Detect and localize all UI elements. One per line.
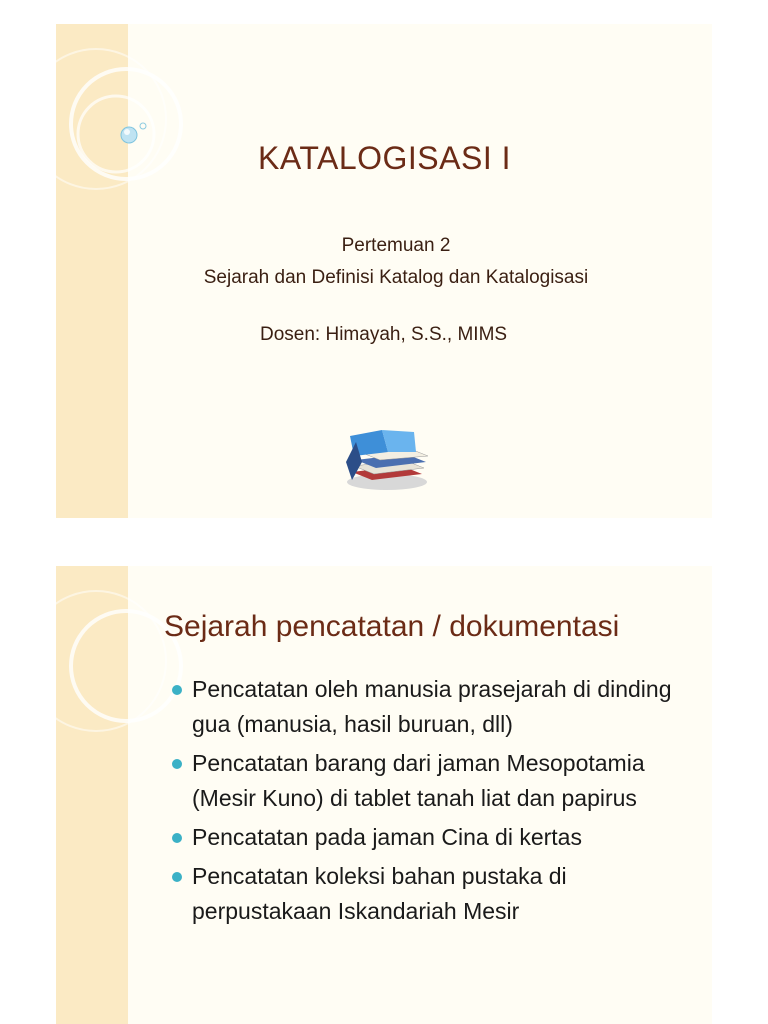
subtitle-block [116, 230, 676, 294]
list-item [170, 672, 700, 742]
meeting-label: Pertemuan 2 [341, 235, 451, 256]
list-item [170, 746, 700, 816]
topic-label: Sejarah dan Definisi Katalog dan Katalogisasi [203, 267, 589, 288]
slide-title: KATALOGISASI I [258, 140, 511, 176]
bubble-decoration-icon [116, 120, 150, 150]
bullet-text: Pencatatan barang dari jaman Mesopotamia (Mesir Kuno) di tablet tanah liat dan papirus [192, 750, 645, 811]
bullet-icon [172, 833, 182, 843]
bullet-icon [172, 759, 182, 769]
bullet-icon [172, 685, 182, 695]
bullet-text: Pencatatan koleksi bahan pustaka di perpustakaan Iskandariah Mesir [192, 863, 567, 924]
title-slide [56, 24, 712, 518]
history-slide [56, 566, 712, 1024]
list-item [170, 859, 700, 929]
list-item [170, 820, 700, 855]
slide-heading: Sejarah pencatatan / dokumentasi [164, 610, 620, 643]
lecturer-label: Dosen: Himayah, S.S., MIMS [260, 324, 508, 345]
bullet-list [170, 672, 700, 933]
bullet-text: Pencatatan oleh manusia prasejarah di dinding gua (manusia, hasil buruan, dll) [192, 676, 672, 737]
decorative-side-band [56, 566, 128, 1024]
books-stack-icon [342, 422, 432, 492]
bullet-icon [172, 872, 182, 882]
bullet-text: Pencatatan pada jaman Cina di kertas [192, 824, 582, 850]
